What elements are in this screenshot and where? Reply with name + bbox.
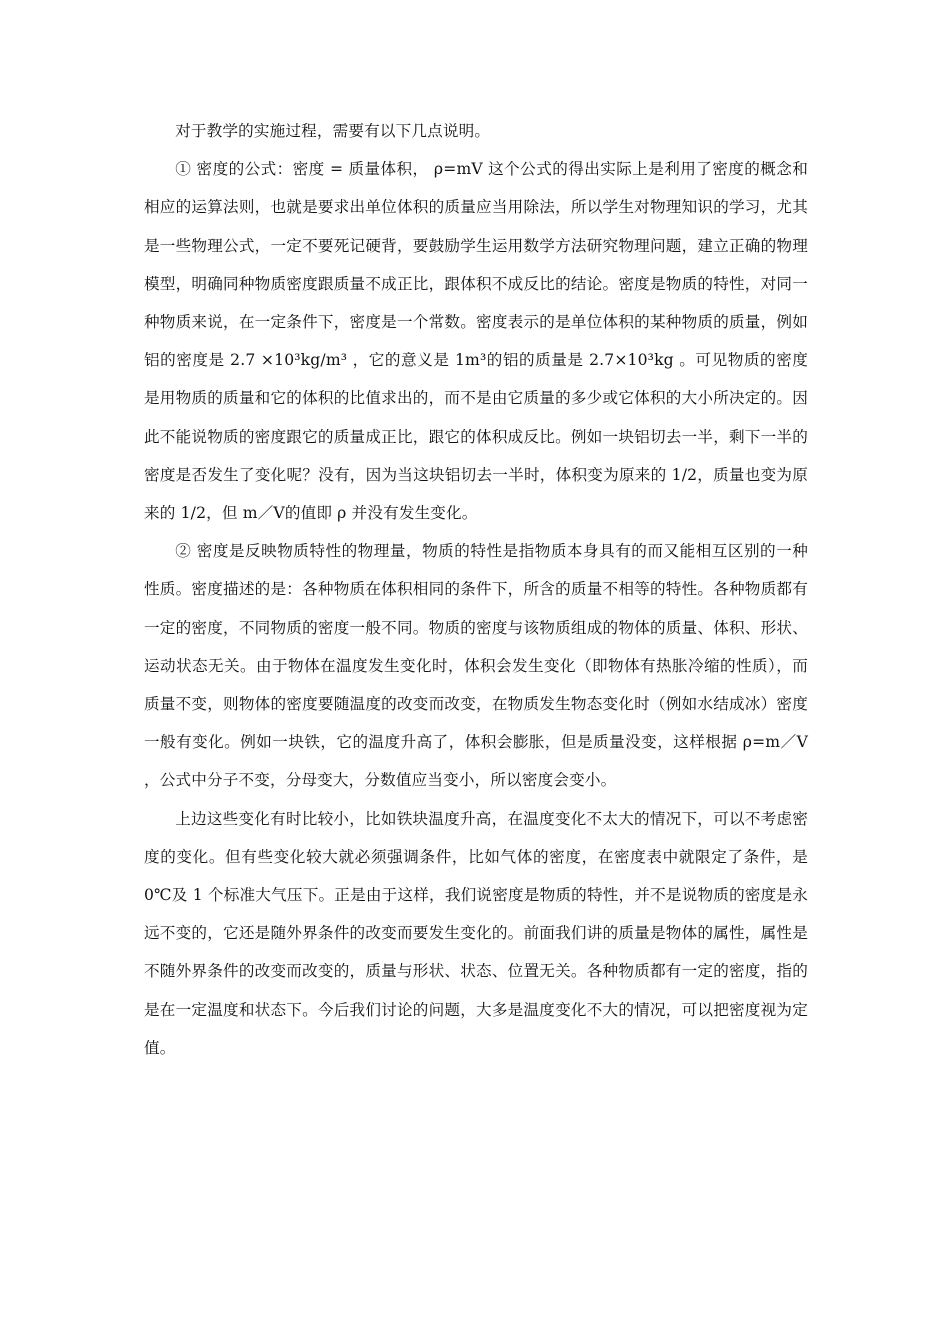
paragraph-conclusion: 上边这些变化有时比较小，比如铁块温度升高，在温度变化不太大的情况下，可以不考虑密度的变化。但有些变化较大就必须强调条件，比如气体的密度，在密度表中就限定了条件，是 0℃及 1 个标准大气压下。正是由于这样，我们说密度是物质的特性，并不是说物质的密度是永远不变的，它还是随外界条件的改变而要发生变化的。前面我们讲的质量是物体的属性，属性是不随外界条件的改变而改变的，质量与形状、状态、位置无关。各种物质都有一定的密度，指的是在一定温度和状态下。今后我们讨论的问题，大多是温度变化不大的情况，可以把密度视为定值。 <box>144 809 808 1057</box>
document-page <box>144 112 808 1067</box>
paragraph-point-1-density-formula: ① 密度的公式：密度 = 质量体积， ρ=mV 这个公式的得出实际上是利用了密度的概念和相应的运算法则，也就是要求出单位体积的质量应当用除法，所以学生对物理知识的学习，尤其是一些物理公式，一定不要死记硬背，要鼓励学生运用数学方法研究物理问题，建立正确的物理模型，明确同种物质密度跟质量不成正比，跟体积不成反比的结论。密度是物质的特性，对同一种物质来说，在一定条件下，密度是一个常数。密度表示的是单位体积的某种物质的质量，例如铝的密度是 2.7 ×10³kg/m³ ，它的意义是 1m³的铝的质量是 2.7×10³kg 。可见物质的密度是用物质的质量和它的体积的比值求出的，而不是由它质量的多少或它体积的大小所决定的。因此不能说物质的密度跟它的质量成正比，跟它的体积成反比。例如一块铝切去一半，剩下一半的密度是否发生了变化呢？没有，因为当这块铝切去一半时，体积变为原来的 1/2，质量也变为原来的 1/2，但 m／V的值即 ρ 并没有发生变化。 <box>144 160 808 523</box>
paragraph-point-2-density-property: ② 密度是反映物质特性的物理量，物质的特性是指物质本身具有的而又能相互区别的一种性质。密度描述的是：各种物质在体积相同的条件下，所含的质量不相等的特性。各种物质都有一定的密度，不同物质的密度一般不同。物质的密度与该物质组成的物体的质量、体积、形状、运动状态无关。由于物体在温度发生变化时，体积会发生变化（即物体有热胀冷缩的性质），而质量不变，则物体的密度要随温度的改变而改变，在物质发生物态变化时（例如水结成冰）密度一般有变化。例如一块铁，它的温度升高了，体积会膨胀，但是质量没变，这样根据 ρ=m／V ，公式中分子不变，分母变大，分数值应当变小，所以密度会变小。 <box>144 542 808 790</box>
paragraph-intro: 对于教学的实施过程，需要有以下几点说明。 <box>175 122 491 140</box>
